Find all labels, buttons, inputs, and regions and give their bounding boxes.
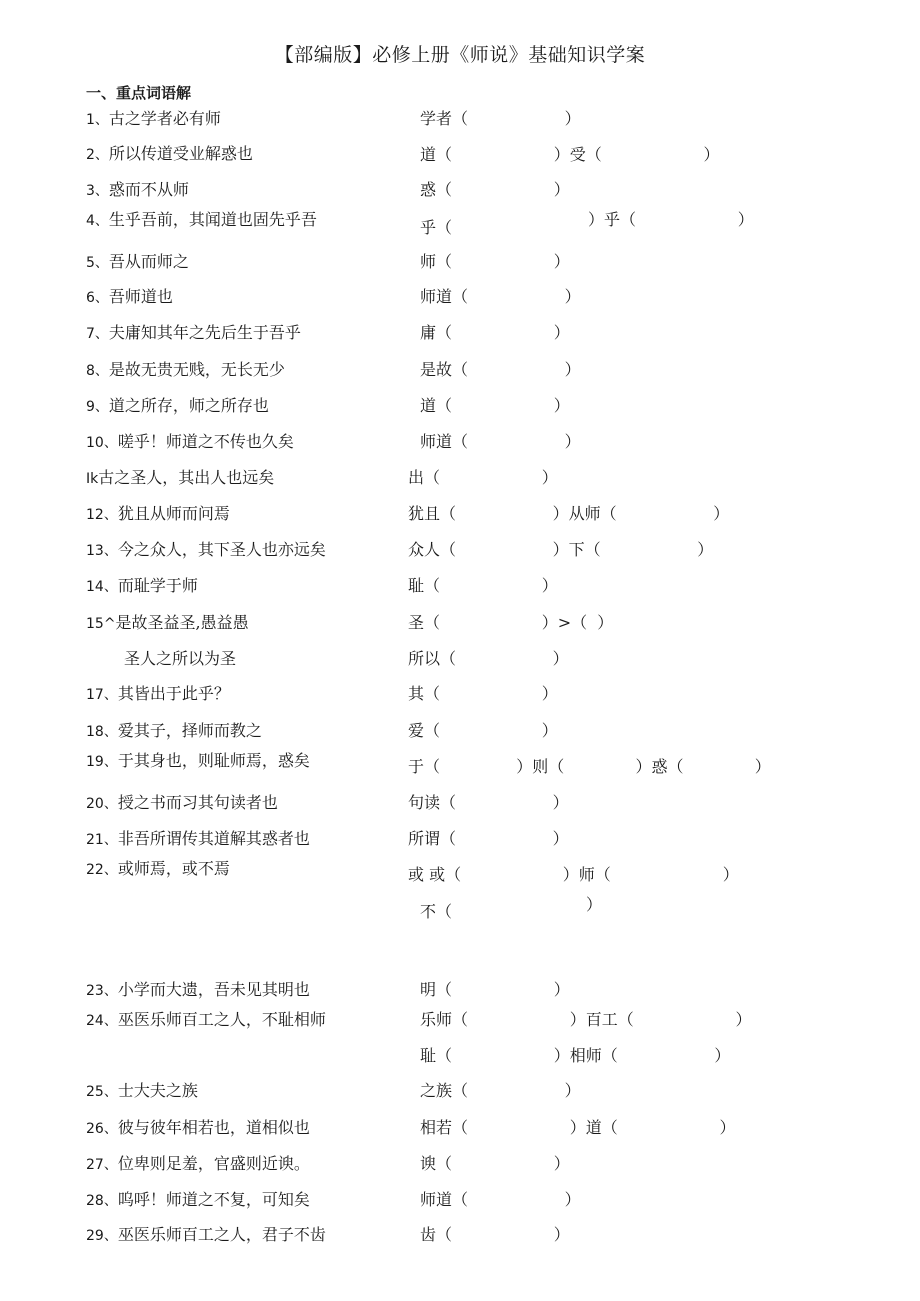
question-6	[86, 284, 173, 307]
question-text: 或师焉，或不焉	[117, 859, 230, 878]
answer-blank: 爱（ ）	[408, 721, 558, 740]
question-17	[86, 681, 230, 704]
answer-blank: 道（ ）	[420, 396, 570, 415]
question-number: 18、	[86, 724, 118, 740]
question-text: 巫医乐师百工之人，君子不齿	[117, 1225, 326, 1244]
question-text: 呜呼！师道之不复，可知矣	[117, 1190, 310, 1209]
answer-blank: 学者（ ）	[420, 109, 581, 128]
question-number: 8、	[86, 363, 109, 379]
answer-blank: 乎（	[420, 218, 453, 237]
question-text: 于其身也，则耻师焉，惑矣	[117, 751, 310, 770]
question-text: 彼与彼年相若也，道相似也	[117, 1118, 310, 1137]
question-number: 4、	[86, 213, 109, 229]
question-10	[86, 429, 294, 452]
question-number: 6、	[86, 290, 109, 306]
question-number: 24、	[86, 1013, 118, 1029]
question-text: 惑而不从师	[108, 180, 189, 199]
answer-blank: 众人（ ）下（ ）	[408, 540, 714, 559]
question-4	[86, 207, 317, 230]
question-text: 是故圣益圣,愚益愚	[115, 613, 249, 632]
question-text: 爱其子，择师而教之	[117, 721, 262, 740]
answer-blank: 或 或（ ）师（ ）	[408, 865, 739, 884]
question-number: 1、	[86, 112, 109, 128]
question-28	[86, 1187, 310, 1210]
question-27	[86, 1151, 310, 1174]
question-7	[86, 320, 301, 343]
question-5	[86, 249, 189, 272]
answer-blank: 相若（ ）道（ ）	[420, 1118, 736, 1137]
question-number: 25、	[86, 1084, 118, 1100]
answer-blank: 明（ ）	[420, 980, 570, 999]
answer-blank: 师道（ ）	[420, 432, 581, 451]
question-number: 17、	[86, 687, 118, 703]
question-24	[86, 1007, 326, 1030]
answer-blank: 道（ ）受（ ）	[420, 145, 720, 164]
answer-blank: 所谓（ ）	[408, 829, 569, 848]
question-number: 29、	[86, 1228, 118, 1244]
answer-blank: 齿（ ）	[420, 1225, 570, 1244]
question-text: 生乎吾前，其闻道也固先乎吾	[108, 210, 317, 229]
question-3	[86, 177, 189, 200]
question-text: 吾从而师之	[108, 252, 189, 271]
answer-blank: 于（ ）则（ ）惑（ ）	[408, 757, 771, 776]
question-text: 其皆出于此乎？	[117, 684, 230, 703]
question-number: 12、	[86, 507, 118, 523]
answer-blank: 出（ ）	[408, 468, 558, 487]
question-text: 巫医乐师百工之人，不耻相师	[117, 1010, 326, 1029]
question-number: 9、	[86, 399, 109, 415]
question-text: 今之众人，其下圣人也亦远矣	[117, 540, 326, 559]
answer-blank: 之族（ ）	[420, 1081, 581, 1100]
question-number: 27、	[86, 1157, 118, 1173]
question-number: 22、	[86, 862, 118, 878]
question-number: 26、	[86, 1121, 118, 1137]
question-number: 2、	[86, 147, 109, 163]
question-9	[86, 393, 269, 416]
question-text: 犹且从师而问焉	[117, 504, 230, 523]
question-16	[124, 646, 236, 669]
question-text: 夫庸知其年之先后生于吾乎	[108, 323, 301, 342]
answer-blank: 师道（ ）	[420, 287, 581, 306]
answer-blank: 其（ ）	[408, 684, 558, 703]
answer-blank: 谀（ ）	[420, 1154, 570, 1173]
question-text: 而耻学于师	[117, 576, 198, 595]
section-heading: 一、重点词语解	[86, 84, 192, 102]
question-18	[86, 718, 262, 741]
question-25	[86, 1078, 198, 1101]
question-text: 古之学者必有师	[108, 109, 221, 128]
question-number: 3、	[86, 183, 109, 199]
question-23	[86, 977, 310, 1000]
question-14	[86, 573, 198, 596]
question-number: 15^	[86, 616, 116, 632]
question-20	[86, 790, 278, 813]
question-1	[86, 106, 221, 129]
question-12	[86, 501, 230, 524]
question-text: 位卑则足羞，官盛则近谀。	[117, 1154, 310, 1173]
answer-blank: 惑（ ）	[420, 180, 570, 199]
question-number: 19、	[86, 754, 118, 770]
question-text: 嗟乎！师道之不传也久矣	[117, 432, 294, 451]
question-number: 21、	[86, 832, 118, 848]
question-text: 授之书而习其句读者也	[117, 793, 278, 812]
question-number: 28、	[86, 1193, 118, 1209]
question-11	[86, 465, 274, 488]
answer-blank: ）乎（ ）	[588, 210, 754, 229]
answer-blank: 师（ ）	[420, 252, 570, 271]
question-text: 是故无贵无贱，无长无少	[108, 360, 285, 379]
question-text: 吾师道也	[108, 287, 173, 306]
question-8	[86, 357, 285, 380]
question-29	[86, 1222, 326, 1245]
question-text: 圣人之所以为圣	[124, 649, 237, 668]
question-19	[86, 748, 310, 771]
question-number: 14、	[86, 579, 118, 595]
answer-blank: 庸（ ）	[420, 323, 570, 342]
question-22	[86, 856, 230, 879]
question-number: Ik	[86, 471, 99, 487]
answer-blank: 所以（ ）	[408, 649, 569, 668]
question-number: 7、	[86, 326, 109, 342]
question-15	[86, 610, 249, 633]
answer-blank: 句读（ ）	[408, 793, 569, 812]
question-number: 20、	[86, 796, 118, 812]
question-number: 10、	[86, 435, 118, 451]
question-text: 小学而大遗，吾未见其明也	[117, 980, 310, 999]
answer-blank: ）	[586, 895, 603, 914]
question-13	[86, 537, 326, 560]
answer-blank: 圣（ ）>（ ）	[408, 613, 614, 632]
answer-blank: 是故（ ）	[420, 360, 581, 379]
question-number: 23、	[86, 983, 118, 999]
answer-blank: 乐师（ ）百工（ ）	[420, 1010, 752, 1029]
answer-blank: 不（	[420, 902, 453, 921]
question-text: 古之圣人，其出人也远矣	[98, 468, 275, 487]
question-26	[86, 1115, 310, 1138]
question-text: 所以传道受业解惑也	[108, 144, 253, 163]
answer-blank: 耻（ ）相师（ ）	[420, 1046, 731, 1065]
answer-blank: 耻（ ）	[408, 576, 558, 595]
worksheet-title: 【部编版】必修上册《师说》基础知识学案	[274, 44, 646, 66]
answer-blank: 师道（ ）	[420, 1190, 581, 1209]
question-2	[86, 141, 253, 164]
question-number: 5、	[86, 255, 109, 271]
question-text: 道之所存，师之所存也	[108, 396, 269, 415]
answer-blank: 犹且（ ）从师（ ）	[408, 504, 730, 523]
question-text: 士大夫之族	[117, 1081, 198, 1100]
question-number: 13、	[86, 543, 118, 559]
question-text: 非吾所谓传其道解其惑者也	[117, 829, 310, 848]
question-21	[86, 826, 310, 849]
